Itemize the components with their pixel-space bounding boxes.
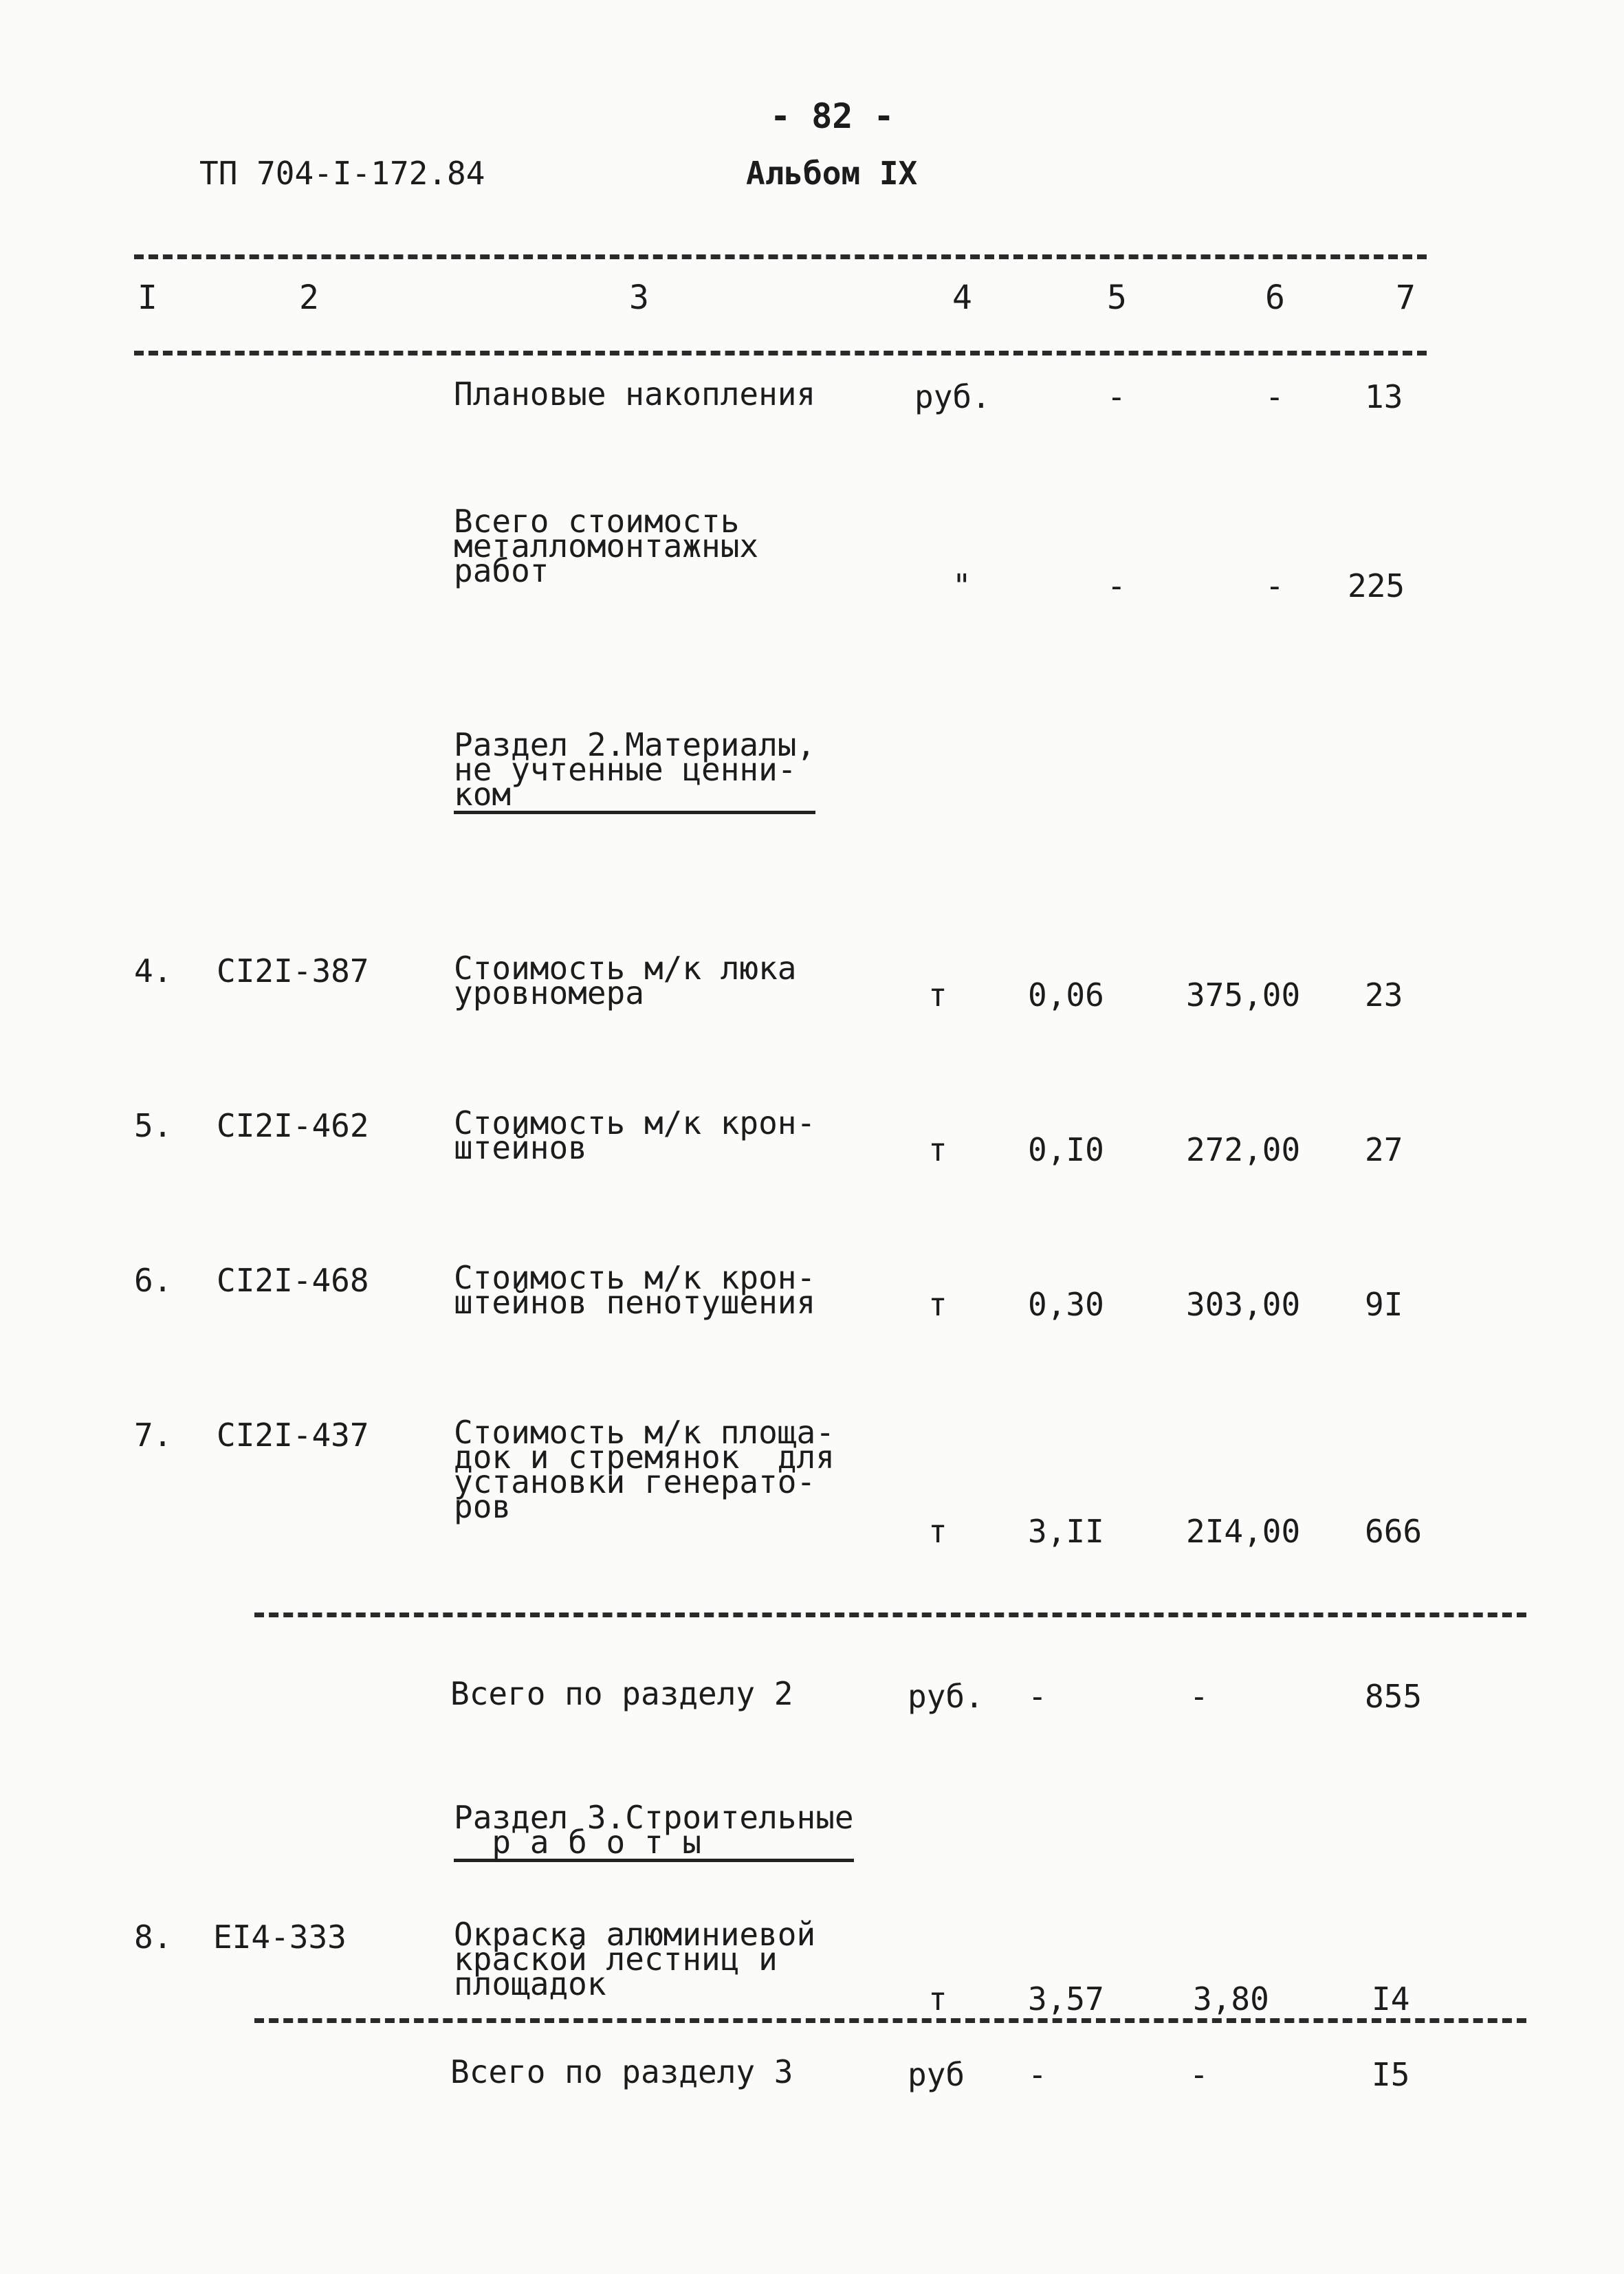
row-number: 5. bbox=[134, 1107, 173, 1144]
row-unit: руб. bbox=[914, 378, 991, 415]
row-total: 13 bbox=[1365, 378, 1403, 415]
row-unit: т bbox=[928, 976, 947, 1014]
section-3-heading: Раздел 3.Строительные р а б о т ы bbox=[454, 1799, 854, 1861]
row-qty: - bbox=[1028, 2056, 1047, 2093]
row-name: Стоимость м/к площа- док и стремянок для установки генерато- ров bbox=[454, 1414, 835, 1525]
row-name: Плановые накопления bbox=[454, 375, 816, 413]
row-total: 27 bbox=[1365, 1131, 1403, 1168]
section-2-total-label: Всего по разделу 2 bbox=[450, 1675, 793, 1712]
row-price: 303,00 bbox=[1186, 1286, 1301, 1323]
section-2-heading: Раздел 2.Материалы, не учтенные ценни- ком bbox=[454, 726, 816, 813]
row-price: - bbox=[1265, 378, 1284, 415]
row-price: 2I4,00 bbox=[1186, 1513, 1301, 1550]
row-qty: 0,I0 bbox=[1028, 1131, 1104, 1168]
column-number-1: I bbox=[138, 278, 157, 317]
row-total: 855 bbox=[1365, 1678, 1423, 1715]
row-qty: 3,II bbox=[1028, 1513, 1104, 1550]
row-unit: руб. bbox=[908, 1678, 984, 1715]
row-qty: - bbox=[1107, 378, 1126, 415]
section-2-rule bbox=[254, 1612, 1526, 1617]
row-qty: - bbox=[1107, 567, 1126, 604]
table-header-rule bbox=[134, 351, 1427, 356]
row-qty: - bbox=[1028, 1678, 1047, 1715]
row-name: Стоимость м/к крон- штейнов bbox=[454, 1104, 816, 1166]
column-number-6: 6 bbox=[1265, 278, 1285, 317]
row-name: Всего стоимость металломонтажных работ bbox=[454, 503, 759, 589]
column-number-2: 2 bbox=[299, 278, 319, 317]
row-number: 7. bbox=[134, 1417, 173, 1454]
section-3-rule bbox=[254, 2018, 1526, 2023]
row-qty: 0,30 bbox=[1028, 1286, 1104, 1323]
row-price: 272,00 bbox=[1186, 1131, 1301, 1168]
row-code: CI2I-468 bbox=[217, 1262, 369, 1299]
page-number: - 82 - bbox=[770, 96, 895, 136]
section-3-total-label: Всего по разделу 3 bbox=[450, 2053, 793, 2090]
row-number: 8. bbox=[134, 1918, 173, 1956]
row-unit: т bbox=[928, 1286, 947, 1323]
row-code: CI2I-387 bbox=[217, 952, 369, 990]
row-number: 4. bbox=[134, 952, 173, 990]
document-code: ТП 704-I-172.84 bbox=[199, 155, 485, 192]
row-unit: т bbox=[928, 1513, 947, 1550]
row-qty: 3,57 bbox=[1028, 1980, 1104, 2018]
row-qty: 0,06 bbox=[1028, 976, 1104, 1014]
row-price: 3,80 bbox=[1193, 1980, 1269, 2018]
row-price: 375,00 bbox=[1186, 976, 1301, 1014]
row-total: I4 bbox=[1372, 1980, 1410, 2018]
row-code: EI4-333 bbox=[213, 1918, 347, 1956]
column-number-4: 4 bbox=[952, 278, 972, 317]
row-number: 6. bbox=[134, 1262, 173, 1299]
column-number-3: 3 bbox=[629, 278, 649, 317]
album-title: Альбом IX bbox=[746, 155, 918, 192]
row-name: Стоимость м/к люка уровномера bbox=[454, 950, 797, 1012]
row-price: - bbox=[1265, 567, 1284, 604]
row-total: 666 bbox=[1365, 1513, 1423, 1550]
row-price: - bbox=[1189, 2056, 1209, 2093]
row-price: - bbox=[1189, 1678, 1209, 1715]
row-total: 23 bbox=[1365, 976, 1403, 1014]
row-unit: т bbox=[928, 1131, 947, 1168]
row-total: 9I bbox=[1365, 1286, 1403, 1323]
table-top-rule bbox=[134, 254, 1427, 259]
row-unit: руб bbox=[908, 2056, 965, 2093]
row-code: CI2I-462 bbox=[217, 1107, 369, 1144]
column-number-7: 7 bbox=[1396, 278, 1416, 317]
row-name: Окраска алюминиевой краской лестниц и площадок bbox=[454, 1916, 816, 2002]
row-unit: " bbox=[952, 567, 972, 604]
row-total: 225 bbox=[1348, 567, 1405, 604]
row-code: CI2I-437 bbox=[217, 1417, 369, 1454]
row-total: I5 bbox=[1372, 2056, 1410, 2093]
column-number-5: 5 bbox=[1107, 278, 1127, 317]
row-name: Стоимость м/к крон- штейнов пенотушения bbox=[454, 1259, 816, 1321]
row-unit: т bbox=[928, 1980, 947, 2018]
